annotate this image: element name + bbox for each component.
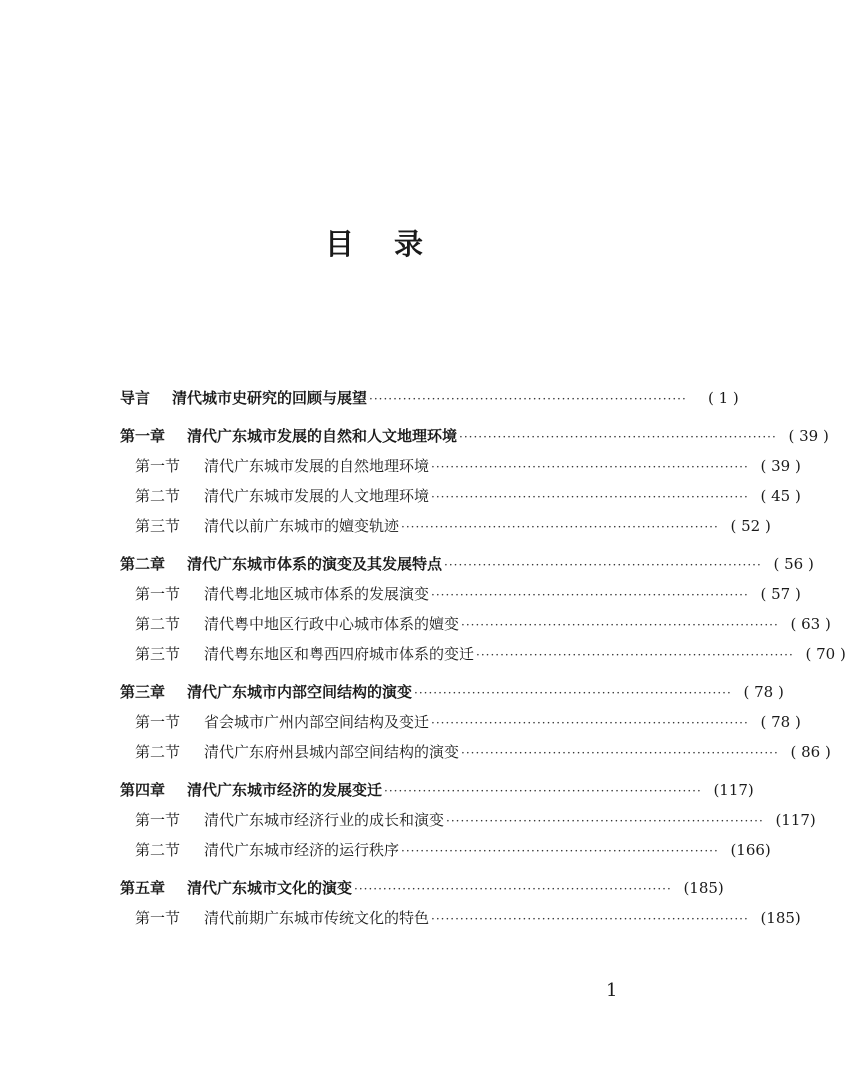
toc-entry-label: 第二节 <box>135 841 181 859</box>
toc-entry-label: 第二节 <box>135 615 181 633</box>
toc-entry-section[interactable] <box>120 903 801 933</box>
toc-entry-title: 省会城市广州内部空间结构及变迁 <box>204 713 430 731</box>
toc-entry-title: 清代城市史研究的回顾与展望 <box>172 389 368 407</box>
toc-entry-section[interactable] <box>120 609 831 639</box>
toc-leader-dots: ·································································· <box>444 558 762 572</box>
toc-entry-page: (185) <box>760 909 801 927</box>
toc-entry-page: (185) <box>683 879 724 897</box>
toc-leader-dots: ·································································· <box>369 392 687 406</box>
page-number: 1 <box>606 980 618 1001</box>
toc-leader-dots: ·································································· <box>431 912 749 926</box>
toc-leader-dots: ·································································· <box>461 746 779 760</box>
toc-entry-section[interactable] <box>120 737 831 767</box>
toc-entry-title: 清代粤中地区行政中心城市体系的嬗变 <box>204 615 460 633</box>
toc-entry-page: ( 63 ) <box>790 615 831 633</box>
toc-entry-page: (117) <box>713 781 754 799</box>
toc-leader-dots: ·································································· <box>354 882 672 896</box>
toc-entry-page: (117) <box>775 811 816 829</box>
toc-entry-title: 清代广东城市经济行业的成长和演变 <box>204 811 445 829</box>
toc-entry-chapter-5[interactable] <box>120 873 724 903</box>
toc-leader-dots: ·································································· <box>461 618 779 632</box>
toc-entry-intro[interactable] <box>120 383 739 413</box>
toc-entry-label: 第四章 <box>120 781 166 799</box>
toc-entry-title: 清代粤北地区城市体系的发展演变 <box>204 585 430 603</box>
toc-entry-section[interactable] <box>120 511 771 541</box>
toc-entry-page: ( 78 ) <box>743 683 784 701</box>
table-of-contents <box>120 383 846 933</box>
toc-entry-page: ( 78 ) <box>760 713 801 731</box>
toc-entry-section[interactable] <box>120 805 816 835</box>
toc-entry-label: 第五章 <box>120 879 166 897</box>
toc-entry-label: 第一节 <box>135 811 181 829</box>
toc-entry-label: 第一节 <box>135 713 181 731</box>
toc-entry-title: 清代广东城市经济的发展变迁 <box>187 781 383 799</box>
toc-entry-label: 第二节 <box>135 743 181 761</box>
toc-leader-dots: ·································································· <box>431 460 749 474</box>
toc-entry-label: 第二节 <box>135 487 181 505</box>
toc-entry-page: ( 39 ) <box>760 457 801 475</box>
toc-entry-section[interactable] <box>120 639 846 669</box>
toc-entry-chapter-4[interactable] <box>120 775 754 805</box>
toc-entry-page: ( 39 ) <box>788 427 829 445</box>
toc-leader-dots: ·································································· <box>459 430 777 444</box>
toc-entry-title: 清代粤东地区和粤西四府城市体系的变迁 <box>204 645 475 663</box>
toc-entry-label: 第一节 <box>135 457 181 475</box>
toc-entry-title: 清代广东府州县城内部空间结构的演变 <box>204 743 460 761</box>
toc-entry-page: ( 52 ) <box>730 517 771 535</box>
toc-entry-chapter-3[interactable] <box>120 677 784 707</box>
toc-leader-dots: ·································································· <box>431 716 749 730</box>
toc-entry-title: 清代以前广东城市的嬗变轨迹 <box>204 517 400 535</box>
toc-entry-title: 清代广东城市发展的人文地理环境 <box>204 487 430 505</box>
toc-entry-title: 清代前期广东城市传统文化的特色 <box>204 909 430 927</box>
toc-leader-dots: ·································································· <box>431 490 749 504</box>
toc-entry-page: ( 70 ) <box>805 645 846 663</box>
toc-entry-section[interactable] <box>120 451 801 481</box>
toc-entry-label: 第三节 <box>135 645 181 663</box>
toc-entry-page: ( 56 ) <box>773 555 814 573</box>
toc-entry-section[interactable] <box>120 835 771 865</box>
toc-entry-label: 第三节 <box>135 517 181 535</box>
toc-entry-label: 第一节 <box>135 585 181 603</box>
toc-entry-section[interactable] <box>120 579 801 609</box>
toc-entry-title: 清代广东城市经济的运行秩序 <box>204 841 400 859</box>
toc-entry-title: 清代广东城市发展的自然和人文地理环境 <box>187 427 458 445</box>
toc-leader-dots: ·································································· <box>476 648 794 662</box>
toc-leader-dots: ·································································· <box>414 686 732 700</box>
toc-entry-label: 导言 <box>120 389 151 407</box>
toc-entry-section[interactable] <box>120 707 801 737</box>
toc-entry-section[interactable] <box>120 481 801 511</box>
toc-entry-page: ( 1 ) <box>708 389 739 407</box>
toc-entry-page: (166) <box>730 841 771 859</box>
toc-leader-dots: ·································································· <box>401 520 719 534</box>
toc-entry-title: 清代广东城市体系的演变及其发展特点 <box>187 555 443 573</box>
toc-entry-title: 清代广东城市文化的演变 <box>187 879 353 897</box>
toc-entry-page: ( 57 ) <box>760 585 801 603</box>
toc-entry-chapter-2[interactable] <box>120 549 814 579</box>
toc-entry-label: 第二章 <box>120 555 166 573</box>
toc-leader-dots: ·································································· <box>401 844 719 858</box>
toc-leader-dots: ·································································· <box>446 814 764 828</box>
toc-entry-label: 第三章 <box>120 683 166 701</box>
toc-entry-title: 清代广东城市发展的自然地理环境 <box>204 457 430 475</box>
toc-entry-chapter-1[interactable] <box>120 421 829 451</box>
toc-entry-label: 第一章 <box>120 427 166 445</box>
toc-leader-dots: ·································································· <box>384 784 702 798</box>
page-title: 目 录 <box>324 227 426 261</box>
toc-entry-page: ( 86 ) <box>790 743 831 761</box>
toc-entry-title: 清代广东城市内部空间结构的演变 <box>187 683 413 701</box>
toc-leader-dots: ·································································· <box>431 588 749 602</box>
toc-entry-label: 第一节 <box>135 909 181 927</box>
toc-entry-page: ( 45 ) <box>760 487 801 505</box>
